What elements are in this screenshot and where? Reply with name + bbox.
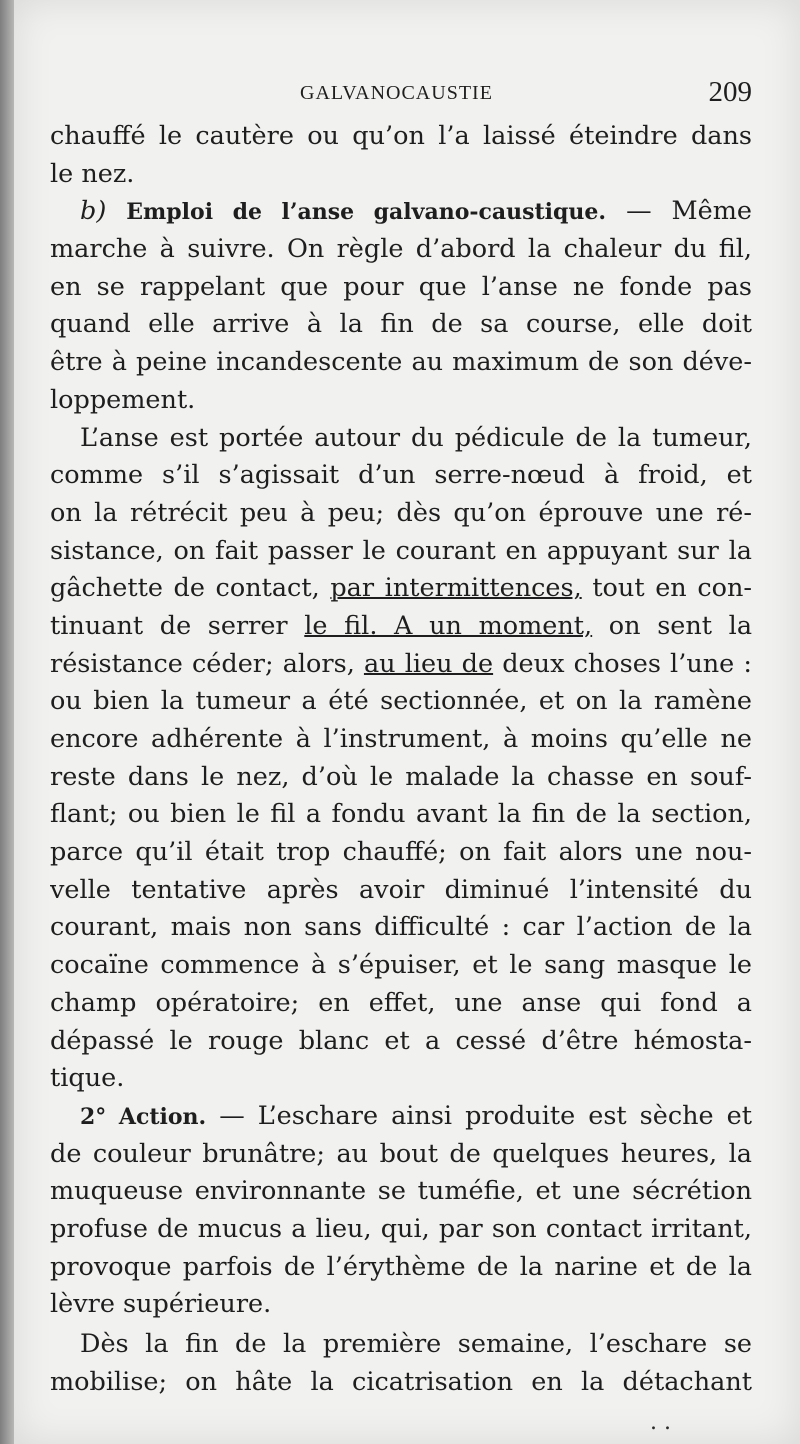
section-heading-line <box>50 1098 752 1136</box>
text-line: cocaïne commence à s’épuiser, et le sang masque le <box>50 950 752 981</box>
underlined-text: par intermittences, <box>330 573 582 604</box>
text-fragment: tinuant de serrer <box>50 610 288 641</box>
text-line: muqueuse environnante se tuméfie, et une sécrétion <box>50 1176 752 1207</box>
underlined-text: le fil. A un moment, <box>304 610 593 641</box>
text-line: dépassé le rouge blanc et a cessé d’être hémosta- <box>50 1025 752 1056</box>
running-title: GALVANOCAUSTIE <box>300 82 493 104</box>
text-line: quand elle arrive à la fin de sa course, elle doit <box>50 309 752 340</box>
text-line: flant; ou bien le fil a fondu avant la fin de la section, <box>50 799 752 830</box>
text-line: provoque parfois de l’érythème de la narine et de la <box>50 1251 752 1282</box>
page-content <box>50 72 752 1401</box>
text-fragment: deux choses l’une : <box>502 648 752 679</box>
text-line: être à peine incandescente au maximum de son déve- <box>50 347 752 378</box>
text-line: Dès la fin de la première semaine, l’eschare se <box>80 1329 752 1359</box>
text-fragment: on sent la <box>608 610 752 641</box>
footer-dots: . . <box>650 1410 671 1435</box>
text-line: parce qu’il était trop chauffé; on fait alors une nou- <box>50 837 752 868</box>
text-line: reste dans le nez, d’où le malade la chasse en souf- <box>50 761 752 792</box>
text-line: L’anse est portée autour du pédicule de la tumeur, <box>80 422 752 453</box>
text-fragment: tout en con- <box>592 573 752 604</box>
text-line <box>50 646 752 684</box>
text-line <box>50 608 752 646</box>
text-line: lèvre supérieure. <box>50 1289 272 1320</box>
text-line: tique. <box>50 1063 125 1094</box>
text-line: velle tentative après avoir diminué l’intensité du <box>50 874 752 905</box>
text-line: en se rappelant que pour que l’anse ne fonde pas <box>50 271 752 302</box>
text-fragment: résistance céder; alors, <box>50 648 355 679</box>
text-fragment: — L’eschare ainsi produite est sèche et <box>219 1100 752 1131</box>
text-line <box>50 570 752 608</box>
subsection-title: Emploi de l’anse galvano-caustique. <box>126 199 607 226</box>
text-line: chauffé le cautère ou qu’on l’a laissé éteindre dans <box>50 121 752 151</box>
text-line: courant, mais non sans difficulté : car l’action de la <box>50 912 752 943</box>
text-fragment: — Même <box>626 196 752 227</box>
text-line: ou bien la tumeur a été sectionnée, et on la ramène <box>50 686 752 717</box>
text-line: sistance, on fait passer le courant en appuyant sur la <box>50 535 752 566</box>
text-line: le nez. <box>50 158 135 189</box>
text-line: loppement. <box>50 384 196 415</box>
subsection-letter: b) <box>80 196 107 227</box>
text-fragment: gâchette de contact, <box>50 573 320 604</box>
text-line: mobilise; on hâte la cicatrisation en la détachant <box>50 1366 752 1397</box>
text-line: marche à suivre. On règle d’abord la chaleur du fil, <box>50 234 752 265</box>
page-number: 209 <box>708 76 752 108</box>
underlined-text: au lieu de <box>363 648 494 679</box>
book-binding-edge <box>0 0 14 1444</box>
section-heading-line <box>50 193 752 231</box>
text-line: profuse de mucus a lieu, qui, par son contact irritant, <box>50 1213 752 1244</box>
text-line: encore adhérente à l’instrument, à moins qu’elle ne <box>50 724 752 754</box>
page-header <box>50 72 752 118</box>
text-line: on la rétrécit peu à peu; dès qu’on éprouve une ré- <box>50 497 752 528</box>
text-line: champ opératoire; en effet, une anse qui fond a <box>50 987 752 1018</box>
text-line: comme s’il s’agissait d’un serre-nœud à froid, et <box>50 460 752 491</box>
section-title: 2° Action. <box>80 1103 207 1130</box>
text-line: de couleur brunâtre; au bout de quelques heures, la <box>50 1138 752 1169</box>
